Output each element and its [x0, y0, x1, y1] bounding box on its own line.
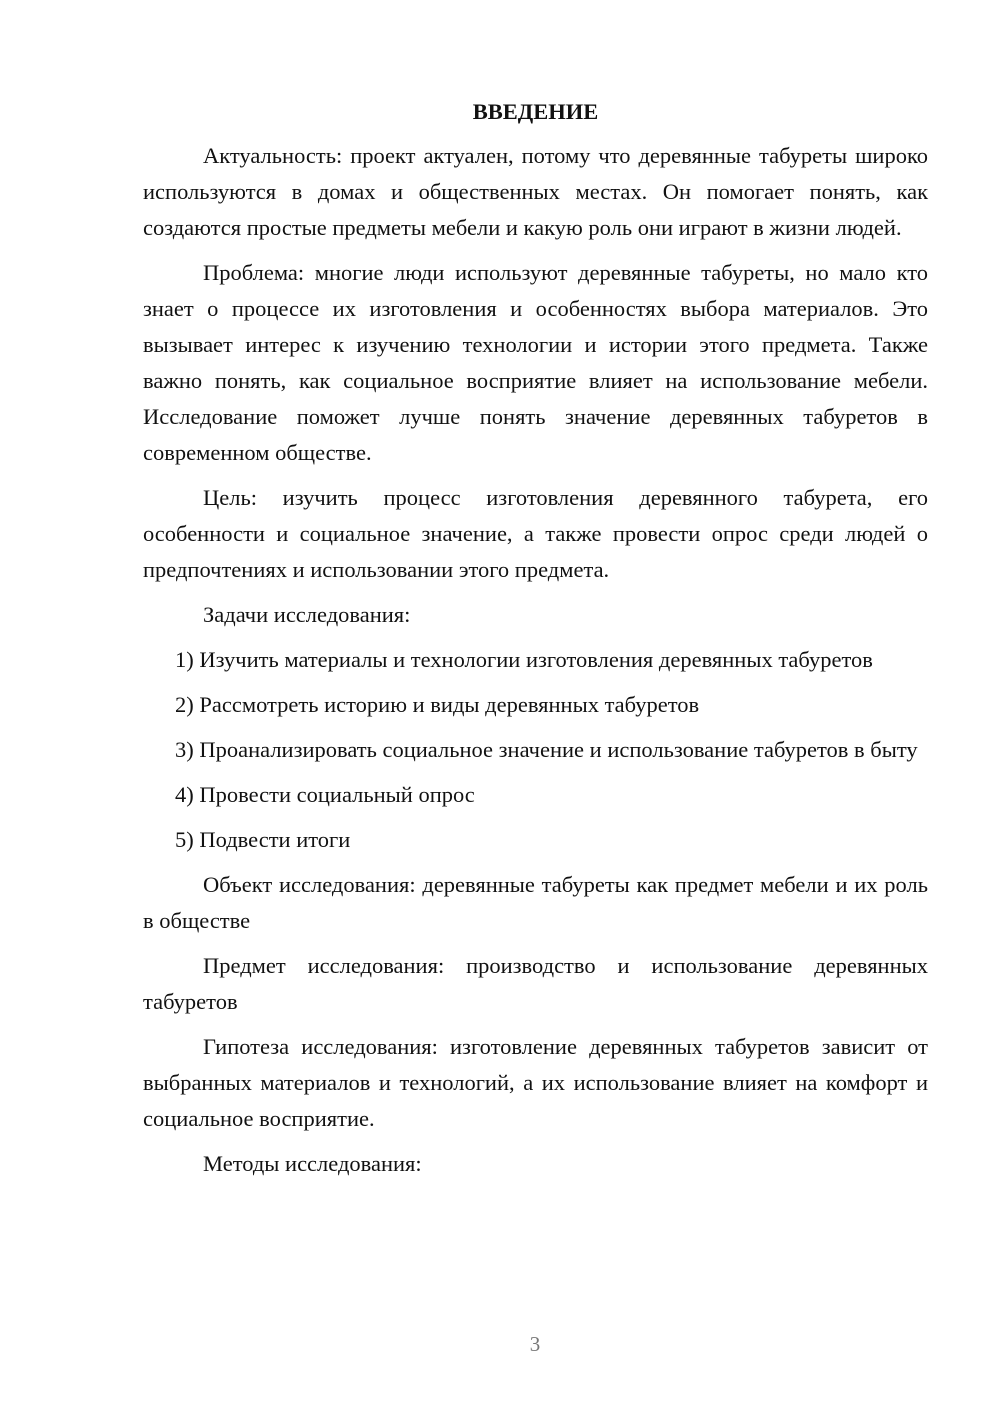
task-item: 5) Подвести итоги [175, 827, 351, 852]
object-paragraph: Объект исследования: деревянные табуреты как предмет мебели и их роль в обществе [143, 872, 928, 933]
task-item: 4) Провести социальный опрос [175, 782, 475, 807]
hypothesis-paragraph: Гипотеза исследования: изготовление деревянных табуретов зависит от выбранных материалов и технологий, а их использование влияет на комфорт и социальное восприятие. [143, 1034, 928, 1131]
tasks-heading: Задачи исследования: [203, 602, 411, 627]
task-item: 1) Изучить материалы и технологии изготовления деревянных табуретов [175, 647, 873, 672]
relevance-paragraph: Актуальность: проект актуален, потому что деревянные табуреты широко используются в домах и общественных местах. Он помогает понять, как создаются простые предметы мебели и какую роль они играют в жизни людей. [143, 143, 928, 240]
page-number: 3 [529, 1332, 541, 1356]
subject-paragraph: Предмет исследования: производство и использование деревянных табуретов [143, 953, 928, 1014]
task-item: 2) Рассмотреть историю и виды деревянных табуретов [175, 692, 700, 717]
task-item: 3) Проанализировать социальное значение и использование табуретов в быту [175, 737, 918, 762]
problem-paragraph: Проблема: многие люди используют деревянные табуреты, но мало кто знает о процессе их изготовления и особенностях выбора материалов. Это вызывает интерес к изучению технологии и истории этого предмета. Также важно понять, как социальное восприятие влияет на использование мебели. Исследование поможет лучше понять значение деревянных табуретов в современном обществе. [143, 260, 928, 465]
page-content [143, 94, 928, 1191]
section-title: ВВЕДЕНИЕ [472, 99, 599, 124]
tasks-list [143, 642, 928, 858]
methods-heading: Методы исследования: [203, 1151, 422, 1176]
goal-paragraph: Цель: изучить процесс изготовления деревянного табурета, его особенности и социальное значение, а также провести опрос среди людей о предпочтениях и использовании этого предмета. [143, 485, 928, 582]
